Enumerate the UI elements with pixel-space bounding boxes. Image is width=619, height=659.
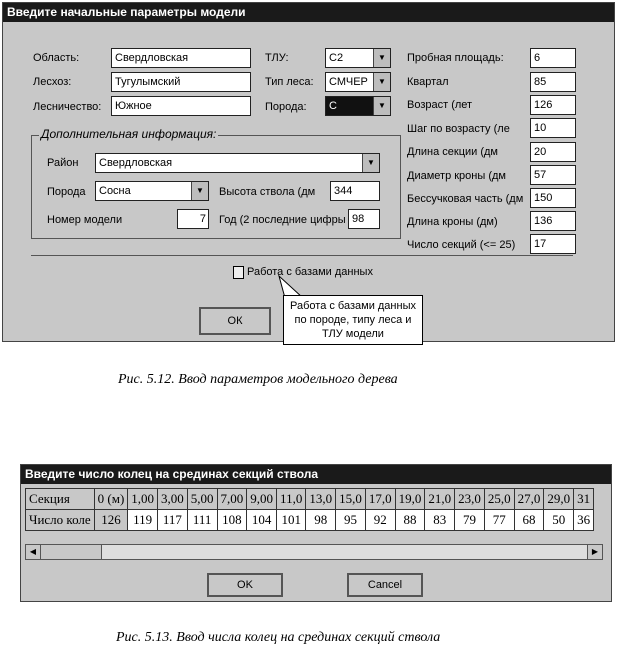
- tlu-value: С2: [329, 52, 344, 64]
- section-cell: 29,0: [544, 489, 574, 510]
- chevron-down-icon[interactable]: ▼: [373, 97, 390, 115]
- trunk-height-input[interactable]: 344: [330, 181, 380, 201]
- breed-code-label: Порода:: [265, 101, 307, 113]
- sections-count-label: Число секций (<= 25): [407, 239, 516, 251]
- leskhoz-input[interactable]: Тугулымский: [111, 72, 251, 92]
- section-cell: 9,00: [247, 489, 277, 510]
- age-step-label: Шаг по возрасту (ле: [407, 123, 510, 135]
- age-input[interactable]: 126: [530, 95, 576, 115]
- sample-plot-input[interactable]: 6: [530, 48, 576, 68]
- forest-type-select[interactable]: [325, 72, 391, 92]
- callout-line-2: по породе, типу леса и: [294, 314, 412, 326]
- figure-caption-2: Рис. 5.13. Ввод числа колец на срединах секций ствола: [116, 630, 441, 645]
- year-input[interactable]: 98: [348, 209, 380, 229]
- section-cell: 11,0: [277, 489, 306, 510]
- ring-cell[interactable]: 88: [395, 510, 425, 531]
- ok-button[interactable]: ОК: [199, 307, 271, 335]
- tlu-select[interactable]: [325, 48, 391, 68]
- region-oblast-input[interactable]: Свердловская: [111, 48, 251, 68]
- database-callout: [283, 295, 423, 345]
- branchless-part-input[interactable]: 150: [530, 188, 576, 208]
- section-cell: 19,0: [395, 489, 425, 510]
- scroll-right-icon[interactable]: ▶: [587, 545, 602, 559]
- rings-row-label: Число коле: [26, 510, 95, 531]
- ring-cell[interactable]: 92: [365, 510, 395, 531]
- model-number-input[interactable]: 7: [177, 209, 209, 229]
- forest-type-label: Тип леса:: [265, 76, 314, 88]
- scroll-left-icon[interactable]: ◀: [26, 545, 41, 559]
- section-cell: 23,0: [455, 489, 485, 510]
- section-cell: 13,0: [306, 489, 336, 510]
- year-label: Год (2 последние цифры: [219, 214, 346, 226]
- ring-cell[interactable]: 108: [217, 510, 247, 531]
- forestry-input[interactable]: Южное: [111, 96, 251, 116]
- forest-type-value: СМЧЕР: [329, 76, 368, 88]
- dialog-title: Введите начальные параметры модели: [3, 3, 614, 22]
- horizontal-scrollbar[interactable]: [25, 544, 603, 560]
- database-button-label: Работа с базами данных: [247, 266, 373, 278]
- additional-info-title: Дополнительная информация:: [41, 127, 217, 141]
- region-oblast-label: Область:: [33, 52, 80, 64]
- section-cell: 25,0: [484, 489, 514, 510]
- quarter-label: Квартал: [407, 76, 449, 88]
- cancel-button[interactable]: Cancel: [347, 573, 423, 597]
- trunk-height-label: Высота ствола (дм: [219, 186, 316, 198]
- rings-grid[interactable]: [25, 488, 594, 531]
- ring-cell[interactable]: 101: [277, 510, 306, 531]
- chevron-down-icon[interactable]: ▼: [191, 182, 208, 200]
- model-parameters-dialog: [2, 2, 615, 342]
- breed-code-select[interactable]: [325, 96, 391, 116]
- model-number-label: Номер модели: [47, 214, 123, 226]
- section-cell: 15,0: [336, 489, 366, 510]
- ring-cell[interactable]: 117: [158, 510, 188, 531]
- database-icon: [233, 266, 244, 279]
- ring-cell[interactable]: 68: [514, 510, 544, 531]
- ok-button[interactable]: OK: [207, 573, 283, 597]
- ring-cell[interactable]: 98: [306, 510, 336, 531]
- section-cell: 7,00: [217, 489, 247, 510]
- section-cell: 31: [574, 489, 594, 510]
- crown-length-label: Длина кроны (дм): [407, 216, 498, 228]
- ring-cell[interactable]: 111: [187, 510, 217, 531]
- forestry-label: Лесничество:: [33, 101, 102, 113]
- crown-diameter-input[interactable]: 57: [530, 165, 576, 185]
- section-cell: 21,0: [425, 489, 455, 510]
- chevron-down-icon[interactable]: ▼: [373, 73, 390, 91]
- section-cell: 1,00: [128, 489, 158, 510]
- ring-cell[interactable]: 126: [94, 510, 128, 531]
- ring-cell[interactable]: 50: [544, 510, 574, 531]
- figure-caption-1: Рис. 5.12. Ввод параметров модельного дерева: [118, 372, 398, 387]
- section-cell: 27,0: [514, 489, 544, 510]
- branchless-part-label: Бессучковая часть (дм: [407, 193, 524, 205]
- dialog-title: Введите число колец на срединах секций ствола: [21, 465, 611, 484]
- breed-select[interactable]: [95, 181, 209, 201]
- sections-count-input[interactable]: 17: [530, 234, 576, 254]
- scroll-thumb[interactable]: [41, 545, 102, 559]
- ring-cell[interactable]: 77: [484, 510, 514, 531]
- chevron-down-icon[interactable]: ▼: [362, 154, 379, 172]
- sample-plot-label: Пробная площадь:: [407, 52, 504, 64]
- section-cell: 5,00: [187, 489, 217, 510]
- district-select[interactable]: [95, 153, 380, 173]
- ring-cell[interactable]: 95: [336, 510, 366, 531]
- callout-line-1: Работа с базами данных: [290, 300, 416, 312]
- leskhoz-label: Лесхоз:: [33, 76, 72, 88]
- district-value: Свердловская: [99, 157, 173, 169]
- divider: [31, 255, 573, 256]
- ring-cell[interactable]: 104: [247, 510, 277, 531]
- ring-count-dialog: [20, 464, 612, 602]
- section-cell: 17,0: [365, 489, 395, 510]
- section-cell: 3,00: [158, 489, 188, 510]
- section-cell: 0 (м): [94, 489, 128, 510]
- ring-cell[interactable]: 83: [425, 510, 455, 531]
- section-row-label: Секция: [26, 489, 95, 510]
- quarter-input[interactable]: 85: [530, 72, 576, 92]
- age-label: Возраст (лет: [407, 99, 473, 111]
- chevron-down-icon[interactable]: ▼: [373, 49, 390, 67]
- breed-value: Сосна: [99, 185, 131, 197]
- section-length-label: Длина секции (дм: [407, 146, 498, 158]
- breed-label: Порода: [47, 186, 86, 198]
- ring-cell[interactable]: 119: [128, 510, 158, 531]
- tlu-label: ТЛУ:: [265, 52, 289, 64]
- callout-line-3: ТЛУ модели: [322, 328, 384, 340]
- ring-cell[interactable]: 36: [574, 510, 594, 531]
- crown-diameter-label: Диаметр кроны (дм: [407, 170, 506, 182]
- breed-code-value: С: [329, 100, 337, 112]
- ring-cell[interactable]: 79: [455, 510, 485, 531]
- age-step-input[interactable]: 10: [530, 118, 576, 138]
- section-length-input[interactable]: 20: [530, 142, 576, 162]
- district-label: Район: [47, 157, 79, 169]
- crown-length-input[interactable]: 136: [530, 211, 576, 231]
